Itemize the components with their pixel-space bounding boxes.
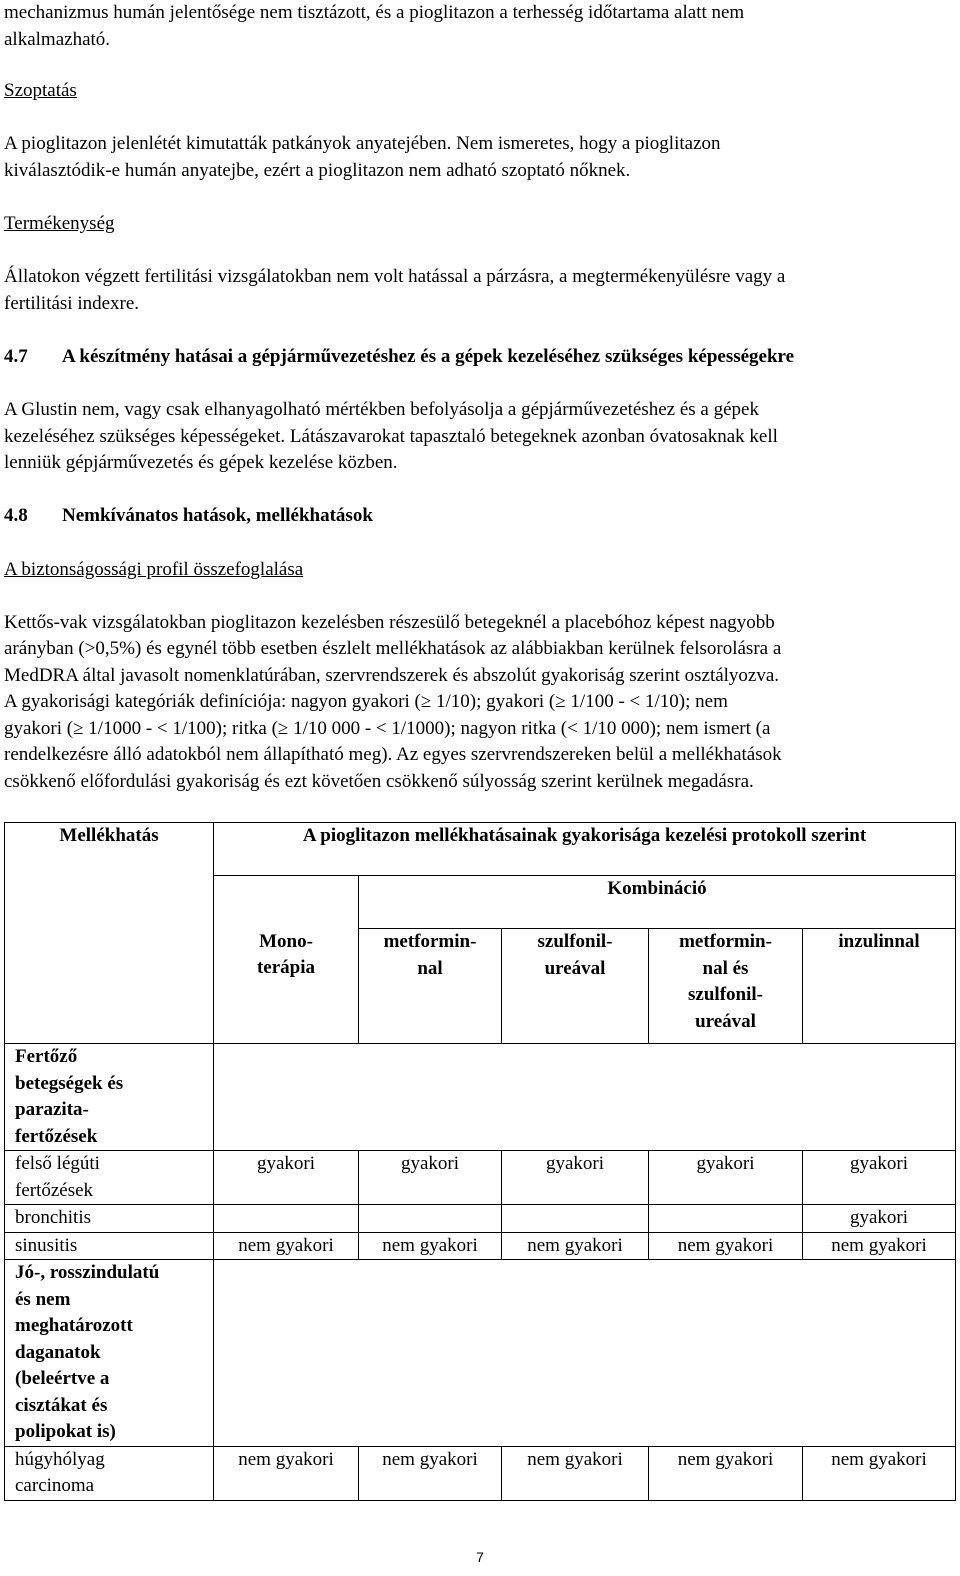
frequency-cell: nem gyakori (502, 1232, 649, 1260)
column-header (359, 929, 502, 1044)
frequency-cell: nem gyakori (649, 1446, 803, 1500)
frequency-cell: gyakori (502, 1151, 649, 1205)
table-row (5, 1446, 956, 1500)
profil-line: Kettős-vak vizsgálatokban pioglitazon kezelésben részesülő betegeknél a placebóhoz képest nagyobb (4, 612, 775, 633)
section-4-7-heading (4, 344, 794, 370)
header-blank-cell (214, 876, 359, 929)
frequency-cell: gyakori (359, 1151, 502, 1205)
profil-line: A gyakorisági kategóriák definíciója: nagyon gyakori (≥ 1/10); gyakori (≥ 1/100 - < 1/10); nem (4, 691, 728, 712)
row-label-line: betegségek és (15, 1072, 124, 1094)
table-row (5, 1205, 956, 1233)
frequency-cell: nem gyakori (502, 1446, 649, 1500)
column-header (214, 929, 359, 1044)
adverse-reactions-table (4, 822, 956, 1501)
row-label-line: fertőzések (15, 1125, 98, 1147)
row-label-line: meghatározott (15, 1315, 133, 1336)
frequency-cell: gyakori (803, 1151, 956, 1205)
frequency-cell: gyakori (649, 1151, 803, 1205)
column-header-line: metformin- (383, 931, 477, 952)
row-label-line: cisztákat és (15, 1394, 108, 1416)
row-label-line: (beleértve a (15, 1368, 110, 1389)
profil-line: csökkenő előfordulási gyakoriság és ezt követően csökkenő súlyosság szerint kerülnek megadásra. (4, 771, 754, 792)
column-header-line: terápia (256, 957, 316, 978)
section-4-8-heading (4, 503, 373, 529)
frequency-cell (214, 1205, 359, 1233)
row-label-line: fertőzések (15, 1179, 94, 1201)
row-label-line: bronchitis (15, 1207, 91, 1228)
profil-line: MedDRA által javasolt nomenklatúrában, szervrendszerek és abszolút gyakoriság szerint osztályozva. (4, 665, 780, 686)
row-label-line: polipokat is) (15, 1421, 116, 1442)
column-header-line: ureával (544, 957, 606, 979)
column-header (803, 929, 956, 1044)
szoptatas-line-2: kiválasztódik-e humán anyatejbe, ezért a pioglitazon nem adható szoptató nőknek. (4, 160, 631, 181)
column-header (502, 929, 649, 1044)
row-label-line: Fertőző (15, 1046, 78, 1067)
profil-line: arányban (>0,5%) és egynél több esetben észlelt mellékhatások az alábbiakban kerülnek felsorolásra a (4, 638, 782, 659)
frequency-cell (649, 1205, 803, 1233)
category-spacer-cell (214, 1260, 956, 1447)
table-row (5, 1260, 956, 1447)
row-label (5, 1205, 214, 1233)
frequency-cell: nem gyakori (803, 1232, 956, 1260)
col-header-mellekhatas: Mellékhatás (5, 823, 214, 1044)
row-label (5, 1044, 214, 1151)
frequency-cell (502, 1205, 649, 1233)
row-label-line: húgyhólyag (15, 1448, 105, 1470)
termekenyseg-heading: Termékenység (4, 213, 115, 234)
row-label-line: sinusitis (15, 1234, 78, 1256)
column-header-line: nal (417, 957, 443, 979)
intro-line-2: alkalmazható. (4, 29, 111, 50)
frequency-cell: gyakori (214, 1151, 359, 1205)
frequency-cell: nem gyakori (359, 1446, 502, 1500)
termekenyseg-line-1: Állatokon végzett fertilitási vizsgálatokban nem volt hatással a párzásra, a megtermékenyülésre vagy a (4, 266, 786, 287)
row-label-line: Jó-, rosszindulatú (15, 1262, 160, 1283)
row-label (5, 1232, 214, 1260)
frequency-cell (359, 1205, 502, 1233)
section-4-8-number: 4.8 (4, 505, 28, 526)
column-header-line: ureával (695, 1010, 756, 1032)
section-4-7-number: 4.7 (4, 346, 28, 367)
row-label-line: és nem (15, 1288, 71, 1310)
szoptatas-heading: Szoptatás (4, 80, 77, 101)
column-header-line: szulfonil- (537, 931, 613, 952)
profil-line: rendelkezésre álló adatokból nem állapítható meg). Az egyes szervrendszereken belül a mellékhatások (4, 744, 782, 765)
column-header-line: metformin- (679, 931, 772, 952)
frequency-cell: nem gyakori (649, 1232, 803, 1260)
table-row (5, 1044, 956, 1151)
page-number: 7 (476, 1549, 484, 1565)
row-label-line: felső légúti (15, 1153, 100, 1174)
column-header-line: nal és (702, 957, 749, 979)
row-label (5, 1151, 214, 1205)
row-label (5, 1260, 214, 1447)
column-header (649, 929, 803, 1044)
row-label-line: parazita- (15, 1099, 89, 1120)
frequency-cell: nem gyakori (803, 1446, 956, 1500)
row-label-line: daganatok (15, 1341, 101, 1363)
profil-line: gyakori (≥ 1/1000 - < 1/100); ritka (≥ 1/10 000 - < 1/1000); nagyon ritka (< 1/10 000); nem ismert (a (4, 718, 771, 739)
s47-line-1: A Glustin nem, vagy csak elhanyagolható mértékben befolyásolja a gépjárművezetéshez és a gépek (4, 399, 759, 420)
table-row (5, 1151, 956, 1205)
szoptatas-line-1: A pioglitazon jelenlétét kimutatták patkányok anyatejében. Nem ismeretes, hogy a pioglitazon (4, 133, 721, 154)
frequency-cell: nem gyakori (359, 1232, 502, 1260)
main-header: A pioglitazon mellékhatásainak gyakorisága kezelési protokoll szerint (214, 823, 956, 876)
intro-line-1: mechanizmus humán jelentősége nem tisztázott, és a pioglitazon a terhesség időtartama alatt nem (4, 2, 745, 23)
category-spacer-cell (214, 1044, 956, 1151)
s47-line-2: kezeléséhez szükséges képességeket. Látászavarokat tapasztaló betegeknek azonban óvatosaknak kell (4, 426, 778, 447)
column-header-line: szulfonil- (688, 984, 763, 1005)
column-header-line: Mono- (259, 930, 313, 952)
profil-heading: A biztonságossági profil összefoglalása (4, 559, 304, 580)
row-label (5, 1446, 214, 1500)
section-4-7-title: A készítmény hatásai a gépjárművezetéshez és a gépek kezeléséhez szükséges képességekre (62, 346, 795, 367)
table-row (5, 1232, 956, 1260)
section-4-8-title: Nemkívánatos hatások, mellékhatások (62, 505, 373, 526)
column-header-line: inzulinnal (838, 931, 920, 952)
frequency-cell: gyakori (803, 1205, 956, 1233)
frequency-cell: nem gyakori (214, 1446, 359, 1500)
frequency-cell: nem gyakori (214, 1232, 359, 1260)
row-label-line: carcinoma (15, 1475, 95, 1496)
termekenyseg-line-2: fertilitási indexre. (4, 293, 140, 314)
kombinacio-header: Kombináció (359, 876, 956, 929)
s47-line-3: lenniük gépjárművezetés és gépek kezelése közben. (4, 452, 398, 473)
